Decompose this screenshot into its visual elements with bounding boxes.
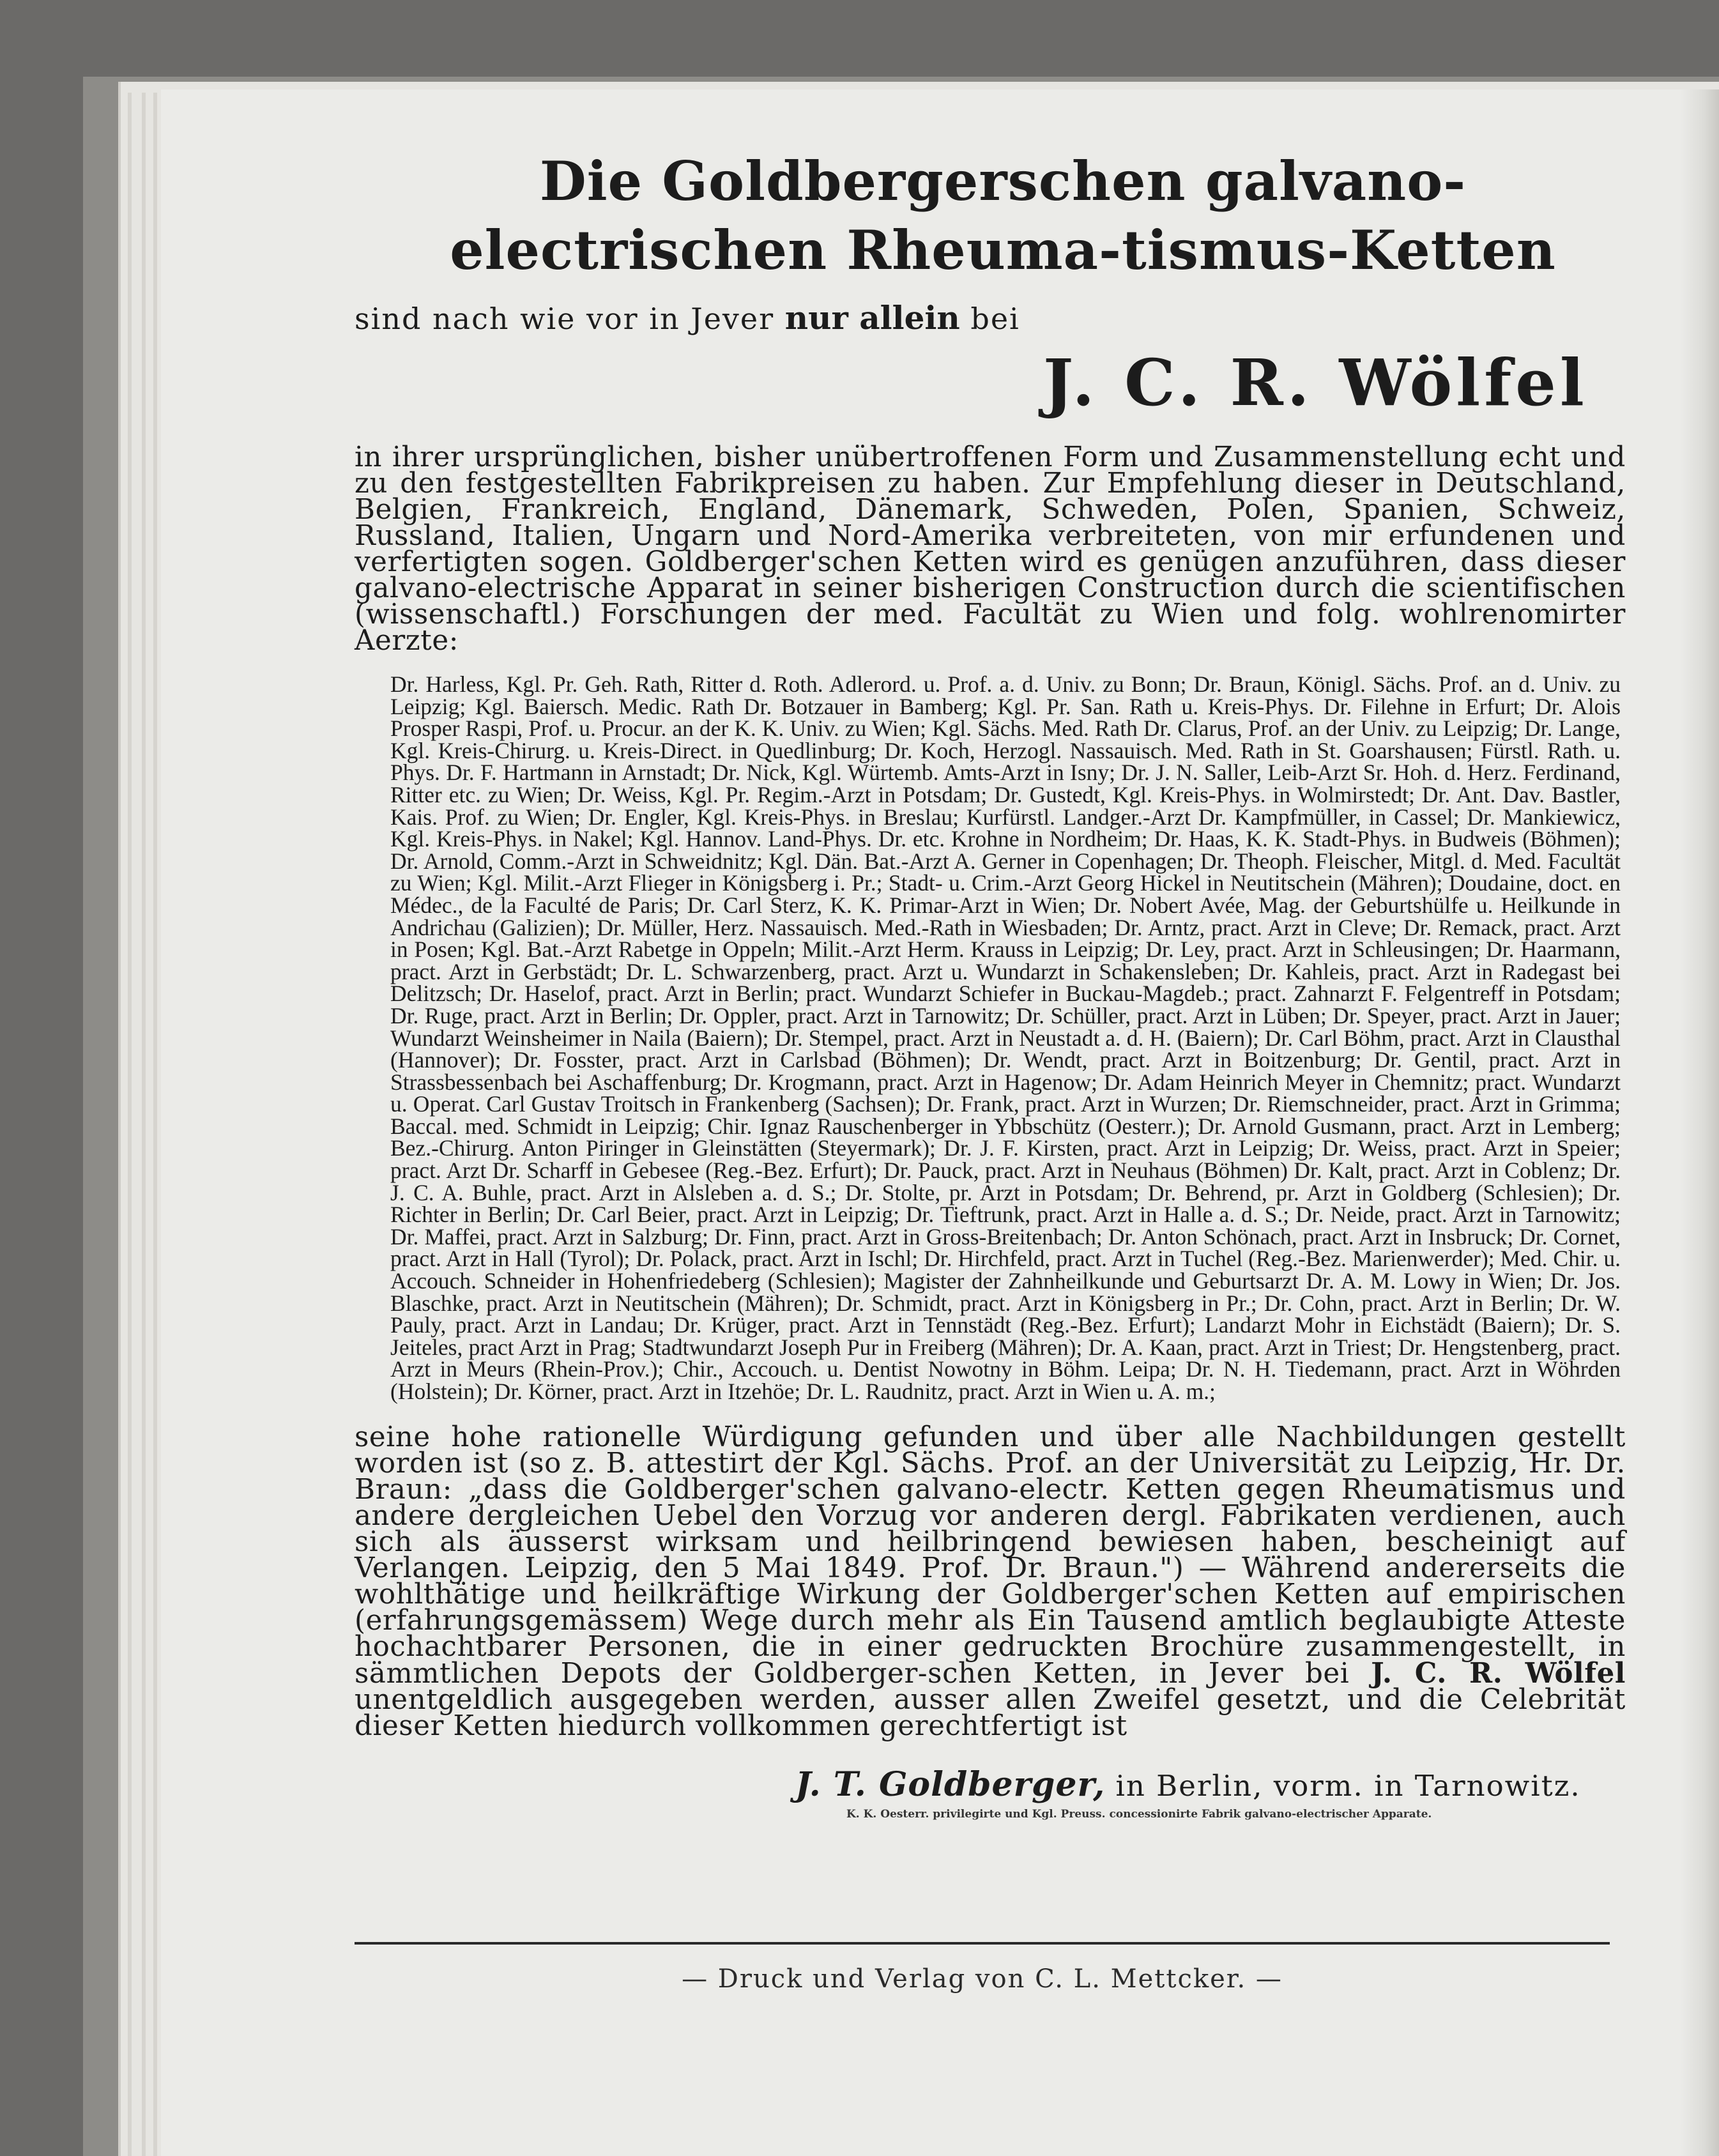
page-edge: [142, 93, 146, 2156]
printer-imprint: — Druck und Verlag von C. L. Mettcker. —: [682, 1964, 1283, 1994]
intro-end: bei: [970, 302, 1020, 336]
intro-row: [355, 299, 1626, 427]
closing-text: seine hohe rationelle Würdigung gefunden und über alle Nachbildungen gestellt worden ist (so z. B. attestirt der Kgl. Sächs. Prof. an der Universität zu Leipzig, Hr. Dr. Braun: „dass die Goldberger'schen galvano-electr. Ketten gegen Rheumatismus und andere dergleichen Uebel den Vorzug vor anderen dergl. Fabrikaten verdienen, auch sich als äusserst wirksam und heilbringend bewiesen haben, bescheinigt auf Verlangen. Leipzig, den 5 Mai 1849. Prof. Dr. Braun.") — Während andererseits die wohlthätige und heilkräftige Wirkung der Goldberger'schen Ketten auf empirischen (erfahrungsgemässem) Wege durch mehr als Ein Tausend amtlich beglaubigte Atteste hochachtbarer Personen, die in einer gedruckten Brochüre zusammengestellt, in sämmtlichen Depots der Goldberger-schen Ketten, in Jever bei: [355, 1421, 1626, 1690]
signature-place: in Berlin, vorm. in Tarnowitz.: [1115, 1768, 1581, 1803]
footer-rule: [355, 1942, 1610, 1945]
advert-title: Die Goldbergerschen galvano-electrischen Rheuma-tismus-Ketten: [450, 149, 1556, 282]
intro-emphasis: nur allein: [784, 299, 960, 337]
closing-seller: J. C. R. Wölfel: [1371, 1656, 1626, 1690]
advert-paragraph: in ihrer ursprünglichen, bisher unübertroffenen Form und Zusammenstellung echt und zu den festgestellten Fabrikpreisen zu haben. Zur Empfehlung dieser in Deutschland, Belgien, Frankreich, England, Dänemark, Schweden, Polen, Spanien, Schweiz, Russland, Italien, Ungarn und Nord-Amerika verbreiteten, von mir erfundenen und verfertigten sogen. Goldberger'schen Ketten wird es genügen anzuführen, dass dieser galvano-electrische Apparat in seiner bisherigen Construction durch die scientifischen (wissenschaftl.) Forschungen der med. Facultät zu Wien und folg. wohlrenomirter Aerzte:: [355, 441, 1626, 657]
closing-end: unentgeldlich ausgegeben werden, ausser allen Zweifel gesetzt, und die Celebrität dieser Ketten hiedurch vollkommen gerechtfertigt ist: [355, 1683, 1626, 1742]
signature: [795, 1765, 1626, 1804]
closing-paragraph: [355, 1421, 1626, 1742]
physician-list: Dr. Harless, Kgl. Pr. Geh. Rath, Ritter d. Roth. Adlerord. u. Prof. a. d. Univ. zu Bonn; Dr. Braun, Königl. Sächs. Prof. an d. Univ. zu Leipzig; Kgl. Baiersch. Medic. Rath Dr. Botzauer in Bamberg; Kgl. Pr. San. Rath u. Kreis-Phys. Dr. Filehne in Erfurt; Dr. Alois Prosper Raspi, Prof. u. Procur. an der K. K. Univ. zu Wien; Kgl. Sächs. Med. Rath Dr. Clarus, Prof. an der Univ. zu Leipzig; Dr. Lange, Kgl. Kreis-Chirurg. u. Kreis-Direct. in Quedlinburg; Dr. Koch, Herzogl. Nassauisch. Med. Rath in St. Goarshausen; Fürstl. Rath. u. Phys. Dr. F. Hartmann in Arnstadt; Dr. Nick, Kgl. Würtemb. Amts-Arzt in Isny; Dr. J. N. Saller, Leib-Arzt Sr. Hoh. d. Herz. Ferdinand, Ritter etc. zu Wien; Dr. Weiss, Kgl. Pr. Regim.-Arzt in Potsdam; Dr. Gustedt, Kgl. Kreis-Phys. in Wolmirstedt; Dr. Ant. Dav. Bastler, Kais. Prof. zu Wien; Dr. Engler, Kgl. Kreis-Phys. in Breslau; Kurfürstl. Landger.-Arzt Dr. Kampfmüller, in Cassel; Dr. Mankiewicz, Kgl. Kreis-Phys. in Nakel; Kgl. Hannov. Land-Phys. Dr. etc. Krohne in Nordheim; Dr. Haas, K. K. Stadt-Phys. in Budweis (Böhmen); Dr. Arnold, Comm.-Arzt in Schweidnitz; Kgl. Dän. Bat.-Arzt A. Gerner in Copenhagen; Dr. Theoph. Fleischer, Mitgl. d. Med. Facultät zu Wien; Kgl. Milit.-Arzt Flieger in Königsberg i. Pr.; Stadt- u. Crim.-Arzt Georg Hickel in Neutitschein (Mähren); Doudaine, doct. en Médec., de la Faculté de Paris; Dr. Carl Sterz, K. K. Primar-Arzt in Wien; Dr. Nobert Avée, Mag. der Geburtshülfe u. Heilkunde in Andrichau (Galizien); Dr. Müller, Herz. Nassauisch. Med.-Rath in Wiesbaden; Dr. Arntz, pract. Arzt in Cleve; Dr. Remack, pract. Arzt in Posen; Kgl. Bat.-Arzt Rabetge in Oppeln; Milit.-Arzt Herm. Krauss in Leipzig; Dr. Ley, pract. Arzt in Schleusingen; Dr. Haarmann, pract. Arzt in Gerbstädt; Dr. L. Schwarzenberg, pract. Arzt u. Wundarzt in Schakensleben; Dr. Kahleis, pract. Arzt in Radegast bei Delitzsch; Dr. Haselof, pract. Arzt in Berlin; pract. Wundarzt Schiefer in Buckau-Magdeb.; pract. Zahnarzt F. Felgentreff in Potsdam; Dr. Ruge, pract. Arzt in Berlin; Dr. Oppler, pract. Arzt in Tarnowitz; Dr. Schüller, pract. Arzt in Lüben; Dr. Speyer, pract. Arzt in Jauer; Wundarzt Weinsheimer in Naila (Baiern); Dr. Stempel, pract. Arzt in Neustadt a. d. H. (Baiern); Dr. Carl Böhm, pract. Arzt in Clausthal (Hannover); Dr. Fosster, pract. Arzt in Carlsbad (Böhmen); Dr. Wendt, pract. Arzt in Boitzenburg; Dr. Gentil, pract. Arzt in Strassbessenbach bei Aschaffenburg; Dr. Krogmann, pract. Arzt in Hagenow; Dr. Adam Heinrich Meyer in Chemnitz; pract. Wundarzt u. Operat. Carl Gustav Troitsch in Frankenberg (Sachsen); Dr. Frank, pract. Arzt in Wurzen; Dr. Riemschneider, pract. Arzt in Grimma; Baccal. med. Schmidt in Leipzig; Chir. Ignaz Rauschenberger in Ybbschütz (Oesterr.); Dr. Arnold Gusmann, pract. Arzt in Lemberg; Bez.-Chirurg. Anton Piringer in Gleinstätten (Steyermark); Dr. J. F. Kirsten, pract. Arzt in Leipzig; Dr. Weiss, pract. Arzt in Speier; pract. Arzt Dr. Scharff in Gebesee (Reg.-Bez. Erfurt); Dr. Pauck, pract. Arzt in Neuhaus (Böhmen) Dr. Kalt, pract. Arzt in Coblenz; Dr. J. C. A. Buhle, pract. Arzt in Alsleben a. d. S.; Dr. Stolte, pr. Arzt in Potsdam; Dr. Behrend, pr. Arzt in Goldberg (Schlesien); Dr. Richter in Berlin; Dr. Carl Beier, pract. Arzt in Leipzig; Dr. Tieftrunk, pract. Arzt in Halle a. d. S.; Dr. Neide, pract. Arzt in Tarnowitz; Dr. Maffei, pract. Arzt in Salzburg; Dr. Finn, pract. Arzt in Gross-Breitenbach; Dr. Anton Schönach, pract. Arzt in Insbruck; Dr. Cornet, pract. Arzt in Hall (Tyrol); Dr. Polack, pract. Arzt in Ischl; Dr. Hirchfeld, pract. Arzt in Tuchel (Reg.-Bez. Marienwerder); Med. Chir. u. Accouch. Schneider in Hohenfriedeberg (Schlesien); Magister der Zahnheilkunde und Geburtsarzt Dr. A. M. Lowy in Wien; Dr. Jos. Blaschke, pract. Arzt in Neutitschein (Mähren); Dr. Schmidt, pract. Arzt in Königsberg in Pr.; Dr. Cohn, pract. Arzt in Berlin; Dr. W. Pauly, pract. Arzt in Landau; Dr. Krüger, pract. Arzt in Tennstädt (Reg.-Bez. Erfurt); Landarzt Mohr in Eichstädt (Baiern); Dr. S. Jeiteles, pract Arzt in Prag; Stadtwundarzt Joseph Pur in Freiberg (Mähren); Dr. A. Kaan, pract. Arzt in Triest; Dr. Hengstenberg, pract. Arzt in Meurs (Rhein-Prov.); Chir., Accouch. u. Dentist Nowotny in Böhm. Leipa; Dr. N. H. Tiedemann, pract. Arzt in Wöhrden (Holstein); Dr. Körner, pract. Arzt in Itzehöe; Dr. L. Raudnitz, pract. Arzt in Wien u. A. m.;: [390, 671, 1621, 1404]
intro-text: sind nach wie vor in Jever: [355, 302, 775, 336]
intro-line: [355, 299, 1020, 337]
page-gutter-shadow: [1681, 89, 1719, 2156]
seller-name: J. C. R. Wölfel: [1043, 345, 1588, 420]
advertisement: [355, 147, 1626, 1821]
page-edge: [128, 93, 132, 2156]
signature-name: J. T. Goldberger,: [795, 1764, 1106, 1804]
signature-subline: K. K. Oesterr. privilegirte und Kgl. Preuss. concessionirte Fabrik galvano-electrischer Apparate.: [846, 1807, 1432, 1821]
page-edge: [153, 93, 157, 2156]
